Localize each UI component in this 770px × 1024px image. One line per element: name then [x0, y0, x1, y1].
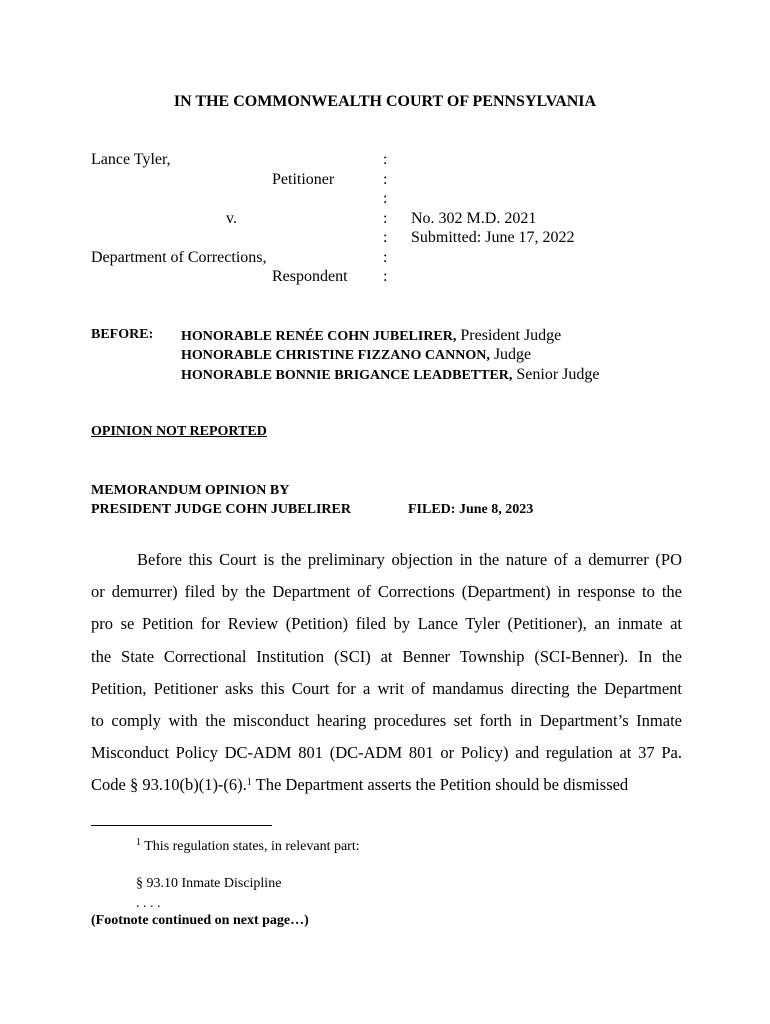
docket-number: No. 302 M.D. 2021: [411, 210, 537, 227]
body-line: [91, 775, 682, 795]
body-line: to comply with the misconduct hearing procedures set forth in Department’s Inmate: [91, 711, 682, 730]
respondent-name: Department of Corrections,: [91, 249, 267, 266]
body-line: Petition, Petitioner asks this Court for a writ of mandamus directing the Department: [91, 679, 682, 698]
footnote-marker: 1: [136, 837, 141, 848]
judge-title: Judge: [489, 346, 532, 363]
judge-line: [181, 346, 531, 364]
petitioner-name: Lance Tyler,: [91, 151, 171, 168]
submitted-date: Submitted: June 17, 2022: [411, 229, 575, 246]
caption-colon: :: [383, 268, 388, 285]
footnote-rule: [91, 825, 272, 826]
judge-name: HONORABLE CHRISTINE FIZZANO CANNON,: [181, 348, 490, 363]
judge-line: [181, 366, 600, 384]
judge-name: HONORABLE BONNIE BRIGANCE LEADBETTER,: [181, 368, 513, 383]
petitioner-role: Petitioner: [272, 171, 335, 188]
caption-colon: :: [383, 229, 388, 246]
footnote-body: This regulation states, in relevant part:: [141, 839, 360, 854]
judge-line: [181, 327, 561, 345]
judge-title: President Judge: [456, 327, 562, 344]
filed-date: FILED: June 8, 2023: [408, 502, 534, 517]
caption-colon: :: [383, 190, 388, 207]
opinion-status: OPINION NOT REPORTED: [91, 424, 267, 439]
footnote-text: [136, 837, 360, 855]
judge-title: Senior Judge: [512, 366, 600, 383]
memorandum-author: PRESIDENT JUDGE COHN JUBELIRER: [91, 502, 351, 517]
footnote-section: § 93.10 Inmate Discipline: [136, 876, 282, 891]
body-line: the State Correctional Institution (SCI) at Benner Township (SCI-Benner). In the: [91, 647, 682, 666]
judge-name: HONORABLE RENÉE COHN JUBELIRER,: [181, 329, 457, 344]
body-line: Misconduct Policy DC-ADM 801 (DC-ADM 801 or Policy) and regulation at 37 Pa.: [91, 743, 682, 762]
body-line: pro se Petition for Review (Petition) filed by Lance Tyler (Petitioner), an inmate at: [91, 614, 682, 633]
caption-colon: :: [383, 210, 388, 227]
body-line: or demurrer) filed by the Department of Corrections (Department) in response to the: [91, 582, 682, 601]
caption-colon: :: [383, 249, 388, 266]
before-label: BEFORE:: [91, 327, 154, 342]
caption-colon: :: [383, 151, 388, 168]
body-line: Before this Court is the preliminary objection in the nature of a demurrer (PO: [137, 550, 682, 569]
footnote-continued: (Footnote continued on next page…): [91, 913, 309, 928]
body-text: The Department asserts the Petition should be dismissed: [251, 775, 629, 794]
court-heading: IN THE COMMONWEALTH COURT OF PENNSYLVANIA: [173, 93, 597, 110]
footnote-ref[interactable]: 1: [246, 777, 252, 788]
footnote-ellipsis: . . . .: [136, 896, 161, 911]
respondent-role: Respondent: [272, 268, 348, 285]
body-text: Code § 93.10(b)(1)-(6).: [91, 775, 247, 794]
memorandum-heading: MEMORANDUM OPINION BY: [91, 483, 290, 498]
versus: v.: [226, 210, 237, 227]
caption-colon: :: [383, 171, 388, 188]
